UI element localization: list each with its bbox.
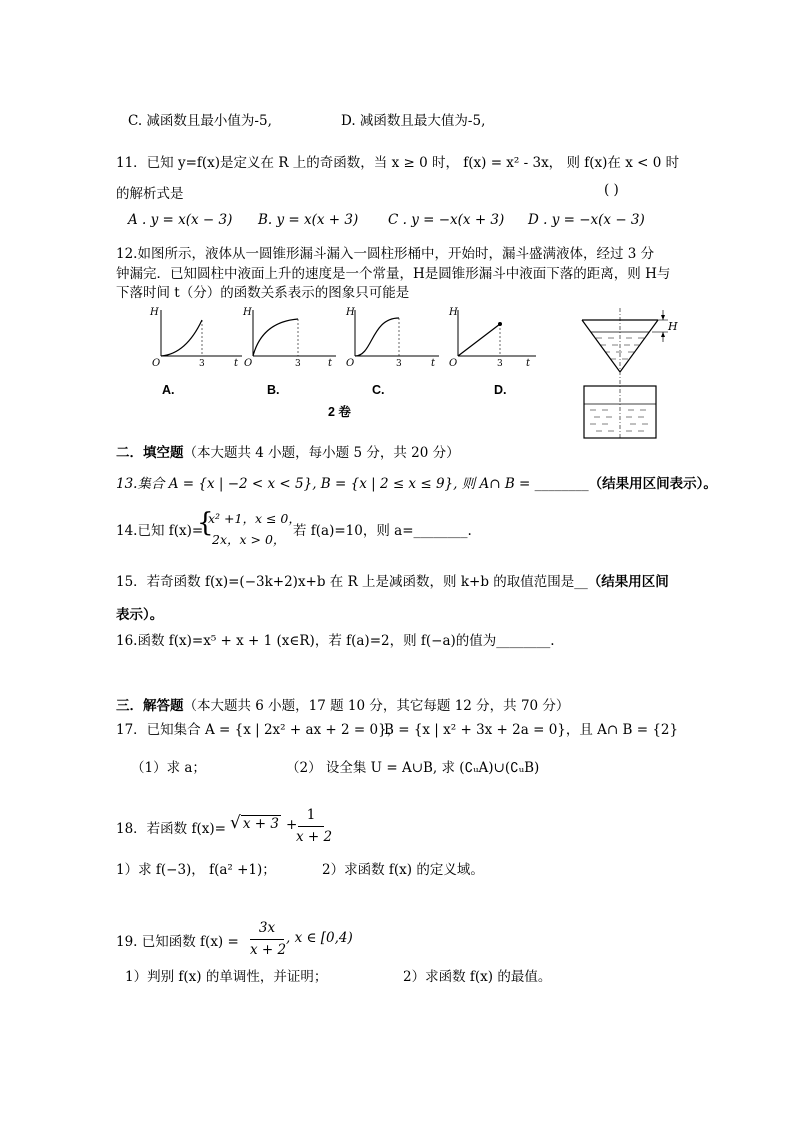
graph-b-tick: 3 [295, 359, 301, 368]
q11-option-d: D . y = −x(x − 3) [528, 212, 645, 228]
q19-den: x + 2 [250, 942, 287, 958]
q18-sqrt-sign: √ [230, 813, 241, 833]
q11-option-c: C . y = −x(x + 3) [388, 212, 505, 228]
q19-suffix: , x ∈ [0,4) [286, 930, 353, 946]
q13-text: 13.集合 A = {x | −2 < x < 5}, B = {x | 2 ≤ x ≤ 9}, 则 A∩ B = ________ [116, 476, 589, 492]
q13-note: （结果用区间表示）。 [588, 476, 717, 492]
q16-text: 16.函数 f(x)=x⁵ + x + 1 (x∈R)，若 f(a)=2，则 f(−a)的值为________. [116, 633, 555, 649]
graph-c-axis-h: H [346, 307, 355, 318]
graph-a-axis-h: H [150, 307, 159, 318]
funnel-cylinder-figure [572, 306, 692, 444]
q11-stem-line1: 11．已知 y=f(x)是定义在 R 上的奇函数，当 x ≥ 0 时， f(x) = x² - 3x， 则 f(x)在 x < 0 时 [116, 155, 680, 171]
q15-note: （结果用区间 [587, 574, 669, 590]
graph-d-line [458, 324, 500, 356]
q19-sub1: 1）判别 f(x) 的单调性，并证明； [125, 969, 328, 985]
part2-desc: （本大题共 4 小题，每小题 5 分，共 20 分） [183, 445, 460, 461]
q12-stem-line3: 下落时间 t（分）的函数关系表示的图象只可能是 [116, 285, 410, 301]
q14-prefix: 14.已知 f(x)= [116, 523, 204, 539]
q18-frac-bar [298, 826, 324, 827]
graph-b-label: B. [267, 383, 280, 397]
q17-line1a: 17．已知集合 A = {x | 2x² + ax + 2 = 0}， [116, 722, 401, 738]
q18-sqrt-body: x + 3 [242, 816, 279, 832]
q18-num: 1 [306, 807, 316, 823]
q15 [116, 570, 669, 590]
q14-case1: x² +1，x ≤ 0， [208, 511, 301, 526]
graph-b [240, 306, 340, 368]
q14-case2: 2x，x > 0， [212, 532, 286, 547]
q18-sqrt [230, 813, 281, 833]
graph-c-tick: 3 [396, 359, 402, 368]
q15-text: 15．若奇函数 f(x)=(−3k+2)x+b 在 R 上是减函数，则 k+b 的取值范围是__ [116, 574, 588, 590]
graph-a-curve [161, 320, 202, 356]
graph-a [146, 306, 246, 368]
graph-a-label: A. [162, 383, 175, 397]
q12-stem-line2: 钟漏完．已知圆柱中液面上升的速度是一个常量，H是圆锥形漏斗中液面下落的距离，则 H与 [116, 266, 671, 282]
q18-prefix: 18．若函数 f(x)= [116, 821, 226, 837]
part2-header [116, 441, 460, 461]
q11-answer-blank: ( ) [604, 182, 619, 198]
part3-header [116, 694, 569, 714]
graph-a-axis-t: t [234, 358, 239, 368]
q10-option-c: C. 减函数且最小值为-5, [128, 113, 272, 129]
graph-d-tick: 3 [497, 359, 503, 368]
q19-sub2: 2）求函数 f(x) 的最值。 [403, 969, 552, 985]
graph-d [446, 306, 546, 368]
part3-heading: 三．解答题 [116, 698, 184, 714]
part2-heading: 二．填空题 [116, 445, 184, 461]
q12-stem-line1: 12.如图所示，液体从一圆锥形漏斗漏入一圆柱形桶中，开始时，漏斗盛满液体，经过 3 分 [116, 246, 655, 262]
q19-num: 3x [258, 920, 276, 936]
part3-desc: （本大题共 6 小题，17 题 10 分，其它每题 12 分，共 70 分） [183, 698, 570, 714]
graph-c [343, 306, 443, 368]
q17-line1b: B = {x | x² + 3x + 2a = 0}，且 A∩ B = {2} [384, 722, 679, 738]
graph-c-label: C. [372, 383, 385, 397]
q19-prefix: 19. 已知函数 f(x) = [116, 934, 239, 950]
graph-b-axis-t: t [328, 358, 333, 368]
q11-stem-line2: 的解析式是 [116, 186, 184, 202]
graph-a-tick: 3 [199, 359, 205, 368]
graph-b-origin: O [244, 358, 253, 368]
section-label: 2 卷 [328, 405, 351, 419]
graph-d-axis-t: t [526, 358, 531, 368]
q17-sub1: （1）求 a； [131, 760, 206, 776]
q18-plus: + [286, 817, 298, 833]
q14-suffix: 若 f(a)=10，则 a=________. [293, 523, 472, 539]
graph-d-origin: O [449, 358, 458, 368]
graph-d-label: D. [494, 383, 507, 397]
graph-a-origin: O [152, 358, 161, 368]
q10-option-d: D. 减函数且最大值为-5, [341, 113, 486, 129]
graph-b-curve [253, 319, 298, 356]
q11-option-a: A . y = x(x − 3) [128, 212, 233, 228]
q14-brace: { [197, 508, 214, 538]
funnel-h-label: H [668, 320, 678, 333]
q18-den: x + 2 [296, 829, 333, 845]
graph-b-axis-h: H [243, 307, 252, 318]
q13 [116, 472, 717, 492]
q15-line2: 表示）。 [116, 607, 164, 623]
q17-sub2: （2） 设全集 U = A∪B, 求 (∁ᵤA)∪(∁ᵤB) [286, 760, 540, 776]
q18-sub2: 2）求函数 f(x) 的定义域。 [322, 862, 484, 878]
q18-sub1: 1）求 f(−3)， f(a² +1)； [116, 862, 276, 878]
graph-d-axis-h: H [449, 307, 458, 318]
q11-option-b: B. y = x(x + 3) [258, 212, 359, 228]
graph-c-curve [355, 318, 399, 356]
q19-frac-bar [250, 939, 284, 940]
graph-c-axis-t: t [431, 358, 436, 368]
graph-c-origin: O [346, 358, 355, 368]
